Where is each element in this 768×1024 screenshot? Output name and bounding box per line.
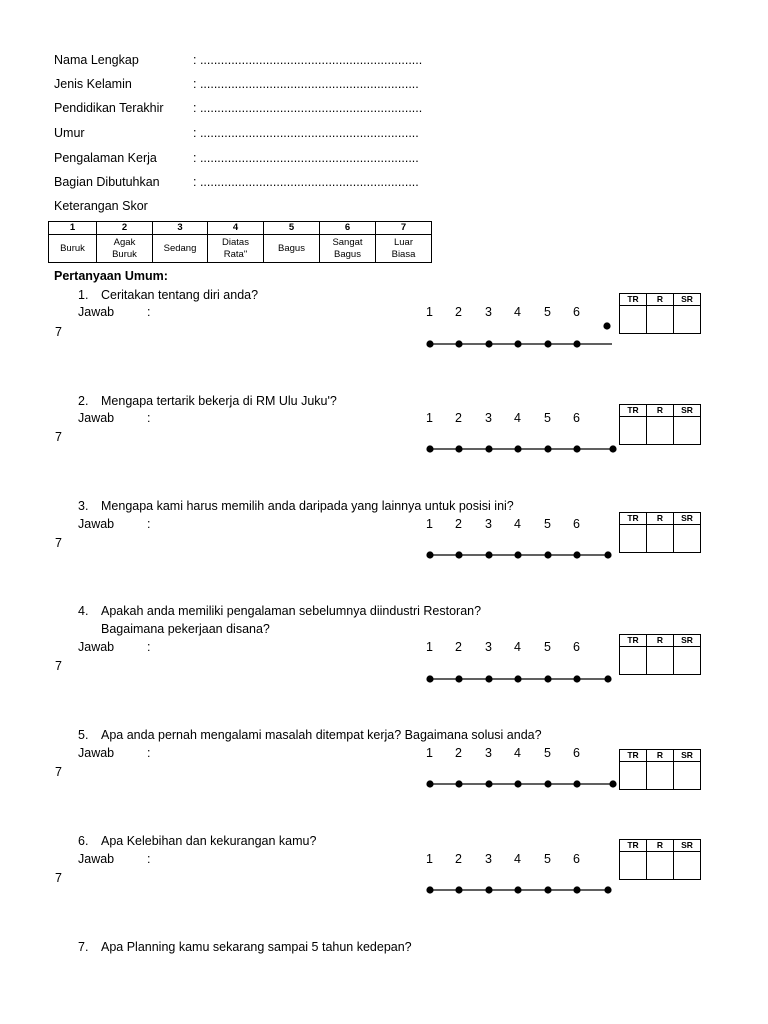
rating-checkbox[interactable] [620, 762, 647, 790]
rating-table [619, 839, 701, 880]
scale-number-7: 7 [55, 765, 62, 779]
field-label: Jenis Kelamin [54, 77, 132, 91]
rating-checkbox[interactable] [674, 762, 701, 790]
scale-number: 3 [485, 517, 492, 531]
score-label-line2: Biasa [391, 248, 416, 260]
field-label: Pengalaman Kerja [54, 151, 157, 165]
rating-header: TR [620, 635, 647, 647]
scale-number: 6 [573, 517, 580, 531]
scale-number: 3 [485, 640, 492, 654]
question-number: 7. [78, 940, 89, 954]
scale-number: 5 [544, 640, 551, 654]
score-label-line2: Buruk [112, 248, 137, 260]
scale-dot [514, 675, 521, 682]
scale-number: 6 [573, 411, 580, 425]
scale-number: 4 [514, 305, 521, 319]
rating-checkbox[interactable] [647, 525, 674, 553]
answer-colon: : [147, 517, 151, 531]
scale-dot [455, 340, 462, 347]
rating-header: SR [674, 294, 701, 306]
rating-header: SR [674, 840, 701, 852]
scale-number: 1 [426, 411, 433, 425]
scale-dot [514, 340, 521, 347]
rating-header: R [647, 635, 674, 647]
rating-header: SR [674, 405, 701, 417]
scale-dot-7 [604, 675, 611, 682]
rating-checkbox[interactable] [674, 525, 701, 553]
scale-dot [455, 780, 462, 787]
field-label: Umur [54, 126, 85, 140]
field-value-blank[interactable]: : ............................................................... [193, 77, 419, 91]
field-value-blank[interactable]: : ................................................................ [193, 101, 423, 115]
scale-number: 6 [573, 852, 580, 866]
scale-number: 1 [426, 746, 433, 760]
scale-dot [573, 551, 580, 558]
score-number: 7 [376, 222, 432, 235]
question-number: 2. [78, 394, 89, 408]
scale-dot [485, 551, 492, 558]
scale-number: 6 [573, 640, 580, 654]
rating-checkbox[interactable] [674, 647, 701, 675]
scale-number: 4 [514, 640, 521, 654]
scale-dot [514, 445, 521, 452]
score-label-line1: Sangat [332, 236, 363, 248]
answer-colon: : [147, 411, 151, 425]
scale-dot [455, 445, 462, 452]
scale-number: 4 [514, 746, 521, 760]
score-label [376, 235, 432, 263]
scale-number: 3 [485, 305, 492, 319]
scale-number-7: 7 [55, 325, 62, 339]
field-value-blank[interactable]: : ............................................................... [193, 175, 419, 189]
scale-dot [514, 886, 521, 893]
rating-checkbox[interactable] [647, 306, 674, 334]
scale-number-7: 7 [55, 430, 62, 444]
score-label-line1: Buruk [60, 242, 85, 254]
rating-header: SR [674, 513, 701, 525]
field-label: Bagian Dibutuhkan [54, 175, 160, 189]
scale-dot-7 [603, 322, 610, 329]
answer-label: Jawab [78, 305, 115, 319]
rating-header: R [647, 513, 674, 525]
scale-dot [426, 886, 433, 893]
scale-number: 1 [426, 852, 433, 866]
scale-dot [544, 551, 551, 558]
rating-checkbox[interactable] [620, 306, 647, 334]
score-label [49, 235, 97, 263]
section-title: Pertanyaan Umum: [54, 269, 168, 283]
scale-number: 1 [426, 640, 433, 654]
question-number: 4. [78, 604, 89, 618]
answer-label: Jawab [78, 746, 115, 760]
field-value-blank[interactable]: : ................................................................ [193, 53, 423, 67]
rating-checkbox[interactable] [674, 852, 701, 880]
scale-number: 5 [544, 411, 551, 425]
question-number: 3. [78, 499, 89, 513]
answer-colon: : [147, 746, 151, 760]
score-number: 5 [264, 222, 320, 235]
answer-label: Jawab [78, 640, 115, 654]
question-number: 5. [78, 728, 89, 742]
answer-colon: : [147, 640, 151, 654]
question-number: 1. [78, 288, 89, 302]
scale-dot-7 [604, 551, 611, 558]
rating-table [619, 749, 701, 790]
scale-dot [514, 551, 521, 558]
score-legend-table [48, 221, 432, 263]
answer-label: Jawab [78, 852, 115, 866]
rating-checkbox[interactable] [620, 852, 647, 880]
question-text: Mengapa kami harus memilih anda daripada yang lainnya untuk posisi ini? [101, 499, 514, 513]
question-number: 6. [78, 834, 89, 848]
scale-number: 5 [544, 517, 551, 531]
answer-label: Jawab [78, 517, 115, 531]
scale-number: 5 [544, 305, 551, 319]
scale-dot [485, 340, 492, 347]
score-legend-title: Keterangan Skor [54, 199, 148, 213]
score-label-line1: Luar [393, 236, 413, 248]
scale-number: 3 [485, 411, 492, 425]
rating-header: SR [674, 635, 701, 647]
field-label: Nama Lengkap [54, 53, 139, 67]
score-label-line1: Agak [113, 236, 136, 248]
scale-number: 2 [455, 411, 462, 425]
score-number: 2 [97, 222, 153, 235]
rating-header: TR [620, 294, 647, 306]
scale-dot-7 [604, 886, 611, 893]
rating-table [619, 404, 701, 445]
score-label-line2: Rata" [223, 248, 248, 260]
rating-checkbox[interactable] [647, 762, 674, 790]
scale-number: 4 [514, 852, 521, 866]
scale-number: 1 [426, 305, 433, 319]
rating-header: TR [620, 405, 647, 417]
rating-checkbox[interactable] [647, 417, 674, 445]
scale-number: 1 [426, 517, 433, 531]
question-text-line2: Bagaimana pekerjaan disana? [101, 622, 270, 636]
scale-number: 5 [544, 746, 551, 760]
scale-number: 2 [455, 746, 462, 760]
question-text: Apa Kelebihan dan kekurangan kamu? [101, 834, 317, 848]
scale-dot [426, 445, 433, 452]
scale-number: 6 [573, 746, 580, 760]
rating-table [619, 293, 701, 334]
scale-dot-7 [609, 445, 616, 452]
scale-dot [573, 340, 580, 347]
rating-header: R [647, 750, 674, 762]
score-label [97, 235, 153, 263]
question-text: Ceritakan tentang diri anda? [101, 288, 259, 302]
field-label: Pendidikan Terakhir [54, 101, 164, 115]
scale-dot [426, 551, 433, 558]
question-text: Apakah anda memiliki pengalaman sebelumnya diindustri Restoran? [101, 604, 482, 618]
rating-table [619, 512, 701, 553]
scale-dot [485, 445, 492, 452]
score-label-line1: Bagus [278, 242, 305, 254]
answer-colon: : [147, 305, 151, 319]
scale-dot [544, 675, 551, 682]
score-label [320, 235, 376, 263]
scale-number: 4 [514, 517, 521, 531]
score-label [208, 235, 264, 263]
score-number: 1 [49, 222, 97, 235]
score-label-line2: Bagus [334, 248, 361, 260]
scale-dot [573, 886, 580, 893]
score-label-line1: Sedang [163, 242, 197, 254]
scale-number-7: 7 [55, 871, 62, 885]
rating-checkbox[interactable] [674, 306, 701, 334]
score-label [153, 235, 208, 263]
scale-dot [455, 886, 462, 893]
scale-number: 3 [485, 852, 492, 866]
answer-label: Jawab [78, 411, 115, 425]
rating-table [619, 634, 701, 675]
scale-dot [544, 445, 551, 452]
scale-dot [573, 780, 580, 787]
score-label-line1: Diatas [222, 236, 249, 248]
field-value-blank[interactable]: : ............................................................... [193, 151, 419, 165]
question-text: Mengapa tertarik bekerja di RM Ulu Juku'? [101, 394, 337, 408]
score-number: 3 [153, 222, 208, 235]
scale-dot [426, 340, 433, 347]
rating-checkbox[interactable] [647, 647, 674, 675]
scale-dot [544, 780, 551, 787]
scale-number: 3 [485, 746, 492, 760]
answer-colon: : [147, 852, 151, 866]
scale-dot [455, 675, 462, 682]
scale-dot [426, 675, 433, 682]
question-text: Apa anda pernah mengalami masalah ditempat kerja? Bagaimana solusi anda? [101, 728, 542, 742]
rating-checkbox[interactable] [620, 417, 647, 445]
scale-number: 5 [544, 852, 551, 866]
scale-number: 2 [455, 305, 462, 319]
rating-header: R [647, 294, 674, 306]
scale-number: 2 [455, 640, 462, 654]
scale-dot [485, 675, 492, 682]
field-value-blank[interactable]: : ............................................................... [193, 126, 419, 140]
rating-header: TR [620, 750, 647, 762]
rating-header: R [647, 840, 674, 852]
scale-dot [426, 780, 433, 787]
scale-dot [514, 780, 521, 787]
rating-header: R [647, 405, 674, 417]
scale-dot [485, 886, 492, 893]
score-number: 6 [320, 222, 376, 235]
scale-dot [455, 551, 462, 558]
rating-checkbox[interactable] [620, 647, 647, 675]
question-text: Apa Planning kamu sekarang sampai 5 tahun kedepan? [101, 940, 412, 954]
scale-number: 4 [514, 411, 521, 425]
rating-checkbox[interactable] [674, 417, 701, 445]
scale-dot [573, 445, 580, 452]
score-label [264, 235, 320, 263]
scale-number-7: 7 [55, 536, 62, 550]
scale-dot-7 [609, 780, 616, 787]
scale-number-7: 7 [55, 659, 62, 673]
score-number: 4 [208, 222, 264, 235]
scale-dot [544, 886, 551, 893]
scale-number: 2 [455, 517, 462, 531]
rating-header: SR [674, 750, 701, 762]
rating-checkbox[interactable] [647, 852, 674, 880]
scale-dot [485, 780, 492, 787]
scale-number: 6 [573, 305, 580, 319]
scale-dot [544, 340, 551, 347]
scale-dot [573, 675, 580, 682]
scale-number: 2 [455, 852, 462, 866]
rating-header: TR [620, 840, 647, 852]
rating-checkbox[interactable] [620, 525, 647, 553]
rating-header: TR [620, 513, 647, 525]
